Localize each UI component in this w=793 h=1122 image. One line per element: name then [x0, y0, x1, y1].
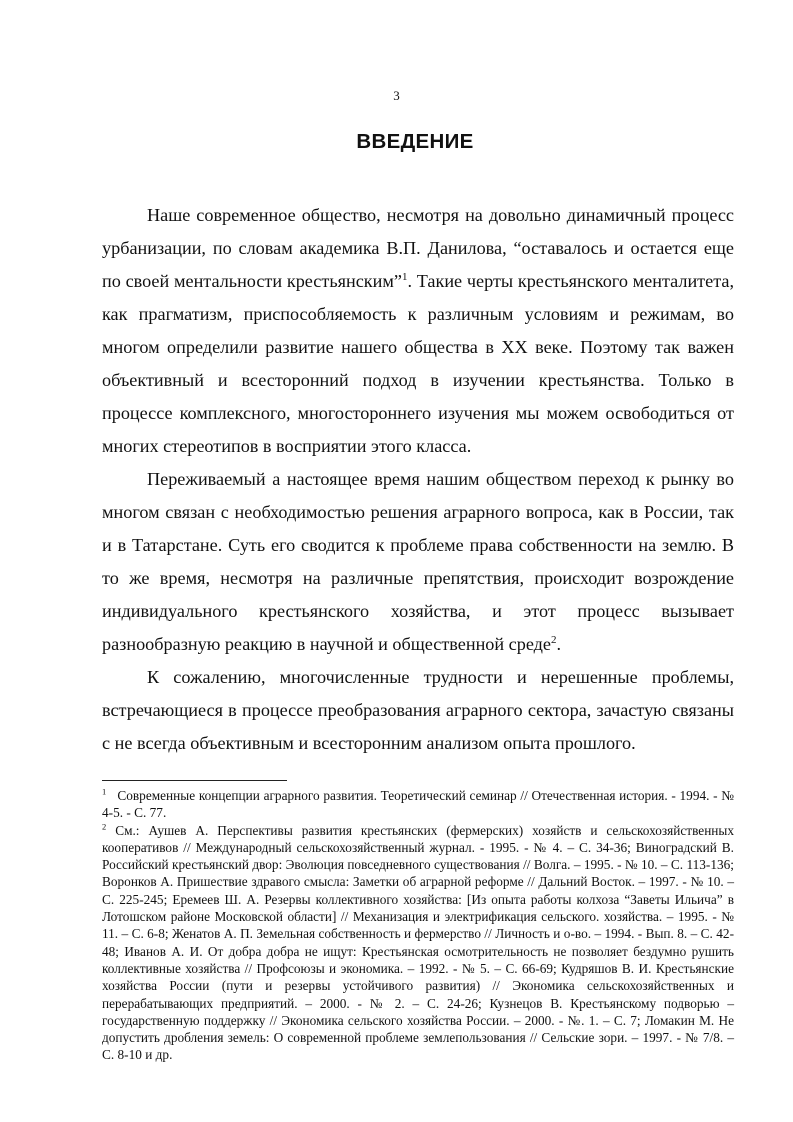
paragraph-2 — [102, 463, 734, 661]
paragraph-text: . Такие черты крестьянского менталитета, как прагматизм, приспособляемость к различным условиям и режимам, во многом определили развитие нашего общества в XX веке. Поэтому так важен объективный и всесторонний подход в изучении крестьянства. Только в процессе комплексного, многостороннего изучения мы можем освободиться от многих стереотипов в восприятии этого класса. — [102, 271, 734, 456]
page-title: ВВЕДЕНИЕ — [356, 130, 474, 153]
footnote-2 — [102, 822, 734, 1064]
footnote-text: См.: Аушев А. Перспективы развития крестьянских (фермерских) хозяйств и сельскохозяйственных кооперативов // Международный сельскохозяйственный журнал. - 1995. - № 4. – С. 34-36; Виноградский В. Российский крестьянский двор: Эволюция повседневного существования // Волга. – 1995. - № 10. – С. 113-136; Воронков А. Пришествие здравого смысла: Заметки об аграрной реформе // Дальний Восток. – 1997. - № 10. – С. 225-245; Еремеев Ш. А. Резервы коллективного хозяйства: [Из опыта работы колхоза “Заветы Ильича” в Лотошском районе Московской области] // Механизация и электрификация сельского. хозяйства. – 1995. - № 11. – С. 6-8; Женатов А. П. Земельная собственность и фермерство // Личность и о-во. – 1994. - Вып. 8. – С. 42-48; Иванов А. И. От добра добра не ищут: Крестьянская осмотрительность не позволяет бездумно рушить коллективные хозяйства // Профсоюзы и экономика. – 1992. - № 5. – С. 66-69; Кудряшов В. И. Крестьянские хозяйства России (пути и резервы устойчивого развития) // Экономика сельскохозяйственных и перерабатывающих предприятий. – 2000. - № 2. – С. 24-26; Кузнецов В. Крестьянскому подворью – государственную поддержку // Экономика сельского хозяйства России. – 2000. - №. 1. – С. 7; Ломакин М. Не допустить дробления земель: О современной проблеме землепользования // Сельские зори. – 1997. - № 7/8. – С. 8-10 и др. — [102, 822, 735, 1063]
footnote-mark: 2 — [102, 821, 107, 832]
footnote-mark: 1 — [102, 786, 107, 797]
paragraph-text: . — [556, 634, 562, 654]
paragraph-text: Переживаемый а настоящее время нашим обществом переход к рынку во многом связан с необходимостью решения аграрного вопроса, как в России, так и в Татарстане. Суть его сводится к проблеме права собственности на землю. В то же время, несмотря на различные препятствия, происходит возрождение индивидуального крестьянского хозяйства, и этот процесс вызывает разнообразную реакцию в научной и общественной среде — [102, 469, 734, 654]
footnotes — [102, 787, 734, 1064]
paragraph-text: К сожалению, многочисленные трудности и нерешенные проблемы, встречающиеся в процессе преобразования аграрного сектора, зачастую связаны с не всегда объективным и всесторонним анализом опыта прошлого. — [102, 667, 734, 753]
page-number: 3 — [393, 88, 400, 103]
footnote-separator — [102, 780, 287, 781]
paragraph-text: Наше современное общество, несмотря на довольно динамичный процесс урбанизации, по словам академика В.П. Данилова, “оставалось и остается еще по своей ментальности крестьянским” — [102, 205, 734, 291]
paragraph-3 — [102, 661, 734, 760]
footnote-text: Современные концепции аграрного развития. Теоретический семинар // Отечественная история. - 1994. - № 4-5. - С. 77. — [102, 788, 734, 821]
footnote-1 — [102, 787, 734, 822]
main-text — [102, 199, 734, 760]
footnote-ref: 2 — [551, 633, 557, 646]
paragraph-1 — [102, 199, 734, 463]
footnote-ref: 1 — [401, 270, 408, 283]
